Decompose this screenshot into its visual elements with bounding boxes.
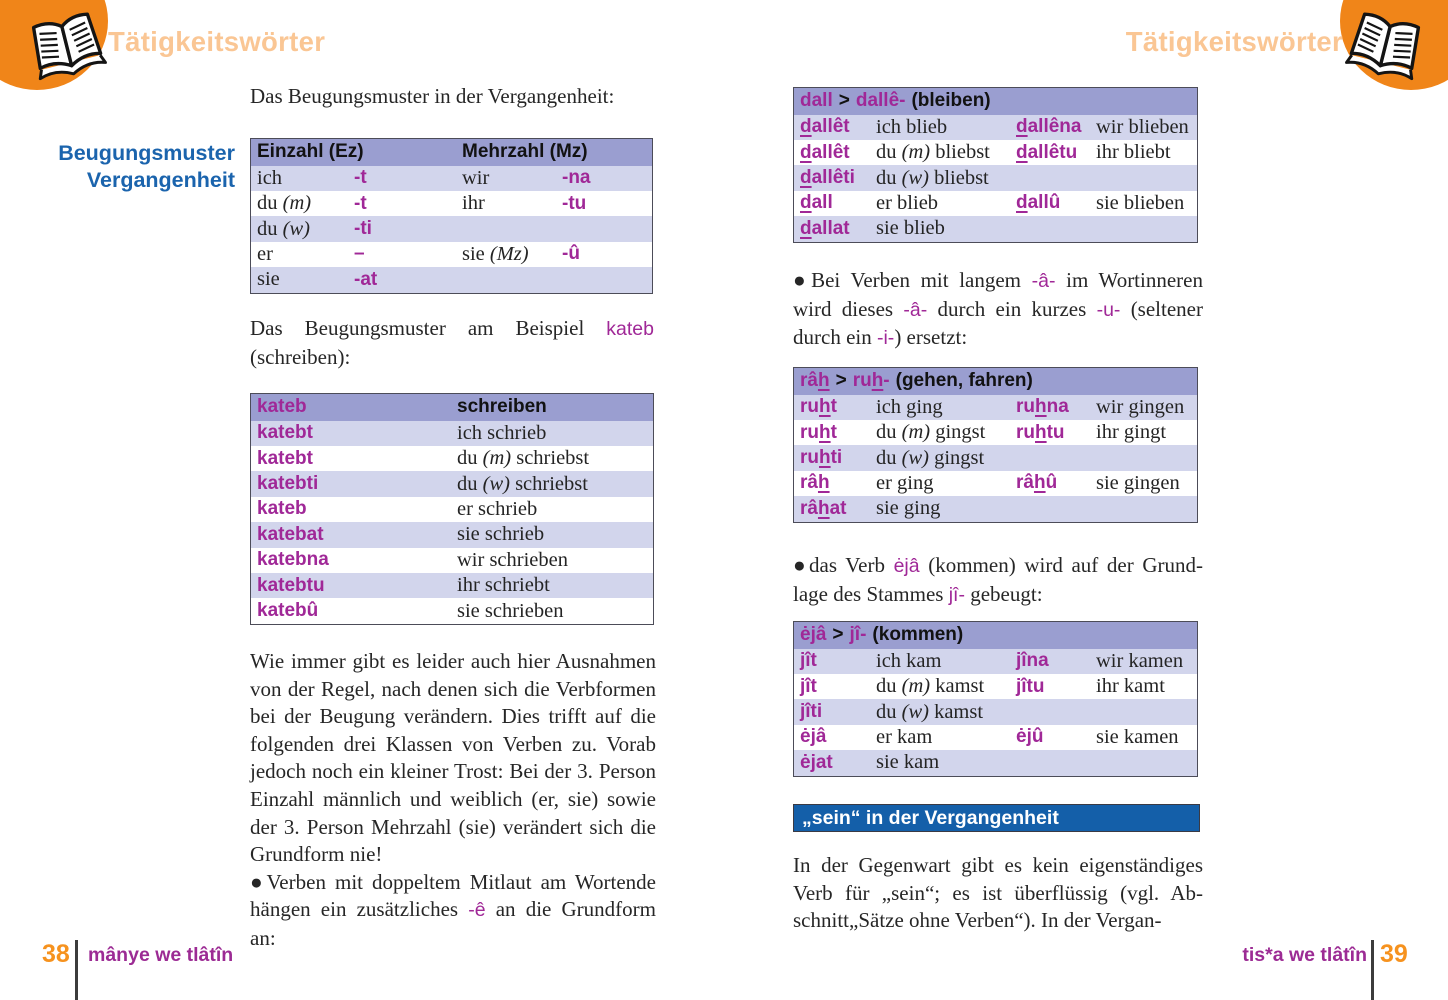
gloss: sie kam <box>876 751 940 774</box>
gloss: wir kamen <box>1096 649 1184 672</box>
verb-form: râhû <box>1016 472 1058 494</box>
gloss: sie ging <box>876 497 941 520</box>
example-intro <box>250 315 654 371</box>
pronoun: sie <box>257 268 280 291</box>
verb-form: kateb <box>257 498 307 520</box>
vowel-term: -â- <box>1031 270 1056 292</box>
table-row <box>251 216 652 241</box>
gloss-header: schreiben <box>457 396 547 418</box>
column-header: Einzahl (Ez) <box>257 141 364 163</box>
section-heading-bar: „sein“ in der Vergangenheit <box>793 804 1200 832</box>
verb-form: râhat <box>800 497 847 519</box>
table-row <box>251 421 653 446</box>
rah-conjugation-table <box>793 367 1198 523</box>
table-row <box>794 165 1197 190</box>
bullet-text: (seltener durch ein <box>793 296 1203 350</box>
pronoun: ihr <box>462 192 485 215</box>
bullet-text: ●Verben mit doppeltem Mitlaut am Wortende hängen ein zusätzliches <box>250 869 656 922</box>
table-row <box>251 573 653 598</box>
table-header-row <box>794 622 1197 649</box>
arrow: > <box>832 624 844 646</box>
suffix: -tu <box>562 192 587 214</box>
arrow: > <box>835 370 847 392</box>
gloss: sie kamen <box>1096 725 1179 748</box>
sein-paragraph: In der Gegenwart gibt es kein eigenständiges Verb für „sein“; es ist überflüssig (vgl. Abschnitt„Sätze ohne Verben“). In der Vergan- <box>793 853 1203 933</box>
verb-form: jîti <box>800 701 823 723</box>
verb-form: ruhti <box>800 447 843 469</box>
footer-divider-right <box>1371 940 1374 1000</box>
verb-form: ruht <box>800 396 837 418</box>
suffix: – <box>354 243 365 265</box>
gloss: sie schrieb <box>457 523 545 546</box>
verb-form: dallêna <box>1016 116 1082 138</box>
margin-label <box>30 140 235 194</box>
suffix-term: -ê <box>468 899 486 922</box>
table-header-row <box>794 88 1197 115</box>
pronoun: du (w) <box>257 217 310 240</box>
gloss: du (w) bliebst <box>876 166 989 189</box>
verb-form: ėjat <box>800 751 833 773</box>
suffix: -û <box>562 243 580 265</box>
verb-form: katebna <box>257 549 329 571</box>
verb-form: râh <box>800 472 830 494</box>
gloss: du (w) gingst <box>876 446 985 469</box>
column-header: Mehrzahl (Mz) <box>462 141 588 163</box>
example-intro-line2: (schreiben): <box>250 344 351 369</box>
body-text-left <box>250 648 656 953</box>
table-row <box>794 395 1197 420</box>
table-row <box>794 649 1197 674</box>
margin-label-line1: Beugungsmuster <box>58 141 235 165</box>
bullet-text: im Wortinneren wird dieses <box>793 268 1203 321</box>
gloss: du (w) kamst <box>876 700 984 723</box>
pronoun: wir <box>462 166 490 189</box>
gloss: er kam <box>876 725 933 748</box>
pronoun: sie (Mz) <box>462 242 529 265</box>
gloss: er schrieb <box>457 497 538 520</box>
verb-form: ruhtu <box>1016 421 1065 443</box>
table-row <box>794 115 1197 140</box>
verb-form: jît <box>800 650 817 672</box>
verb-form: katebtu <box>257 574 325 596</box>
bullet-text: (kommen) wird auf der Grundlage des Stammes <box>793 553 1203 606</box>
table-row <box>794 471 1197 496</box>
pronoun: ich <box>257 166 283 189</box>
bullet-text: an die Grundform an: <box>250 897 656 950</box>
chapter-title-left: Tätigkeitswörter <box>108 26 326 57</box>
table-row <box>794 750 1197 775</box>
verb-term: ėjâ <box>893 555 920 577</box>
bullet-eja <box>793 552 1203 609</box>
verb-term: kateb <box>606 318 654 340</box>
verb-stem: jî- <box>849 624 867 646</box>
table-row <box>251 267 652 292</box>
verb-form: dallêtu <box>1016 141 1078 163</box>
verb-form: katebat <box>257 523 324 545</box>
suffix: -ti <box>354 218 372 240</box>
page-number-right: 39 <box>1380 940 1408 968</box>
table-header-row <box>794 368 1197 395</box>
bullet-paragraph <box>250 869 656 953</box>
table-row <box>794 725 1197 750</box>
gloss-header: (kommen) <box>872 624 964 646</box>
gloss: du (m) bliebst <box>876 141 990 164</box>
verb-form: jît <box>800 675 817 697</box>
footer-divider-left <box>75 940 78 1000</box>
example-intro-line1 <box>250 315 654 344</box>
margin-label-line2: Vergangenheit <box>86 168 235 192</box>
verb-form: dallêti <box>800 167 855 189</box>
bullet-text: ●das Verb <box>793 553 894 577</box>
table-row <box>794 420 1197 445</box>
table-row <box>251 471 653 496</box>
verb-form: râh <box>800 370 830 392</box>
verb-form: dall <box>800 192 833 214</box>
vowel-term: -i- <box>876 327 895 350</box>
intro-text: Das Beugungsmuster am Beispiel <box>250 316 607 340</box>
gloss: wir blieben <box>1096 115 1189 138</box>
verb-form: dallêt <box>800 116 850 138</box>
bullet-text: ) ersetzt: <box>894 325 968 350</box>
verb-form: katebti <box>257 473 319 495</box>
table-row <box>251 242 652 267</box>
verb-form: ruht <box>800 421 837 443</box>
gloss: er blieb <box>876 191 939 214</box>
verb-form: ėjâ <box>800 624 827 646</box>
suffix: -t <box>354 192 367 214</box>
chapter-title-right: Tätigkeitswörter <box>1125 26 1343 57</box>
verb-form: dallû <box>1016 192 1061 214</box>
gloss: er ging <box>876 471 934 494</box>
verb-form: dallêt <box>800 141 850 163</box>
verb-form: kateb <box>257 396 307 418</box>
table-header-row <box>251 394 653 421</box>
table-row <box>251 191 652 216</box>
open-book-icon <box>1342 12 1426 90</box>
verb-stem: dallê- <box>855 90 906 112</box>
gloss: du (m) kamst <box>876 675 985 698</box>
intro-paragraph: Das Beugungsmuster in der Vergangenheit: <box>250 84 615 108</box>
verb-form: ruhna <box>1016 396 1069 418</box>
exceptions-paragraph: Wie immer gibt es leider auch hier Ausnahmen von der Regel, nach denen sich die Verbformen bei der Beugung verändern. Dies trifft auf die folgenden drei Klassen von Verben zu. Vorab jedoch noch ein kleiner Trost: Bei der 3. Person Einzahl männlich und weiblich (er, sie) sowie der 3. Person Mehrzahl (sie) verändert sich die Grundform nie! <box>250 649 656 867</box>
gloss-header: (gehen, fahren) <box>895 370 1033 392</box>
gloss: ich blieb <box>876 115 948 138</box>
suffix: -at <box>354 268 378 290</box>
table-row <box>794 191 1197 216</box>
gloss: du (w) schriebst <box>457 472 588 495</box>
verb-form: katebt <box>257 447 313 469</box>
gloss: ich schrieb <box>457 421 547 444</box>
pronoun: er <box>257 242 273 265</box>
gloss: ich ging <box>876 395 943 418</box>
table-row <box>251 522 653 547</box>
verb-form: jîtu <box>1016 675 1045 697</box>
gloss: sie gingen <box>1096 471 1180 494</box>
page-number-left: 38 <box>42 940 70 968</box>
verb-form: katebû <box>257 600 319 622</box>
open-book-icon <box>26 12 110 90</box>
table-row <box>794 699 1197 724</box>
gloss: sie blieben <box>1096 191 1185 214</box>
footer-label-right: tis*a we tlâtîn <box>1242 944 1367 966</box>
suffix: -t <box>354 167 367 189</box>
vowel-term: -u- <box>1096 298 1121 321</box>
gloss: ihr gingt <box>1096 421 1167 444</box>
stem-term: jî- <box>948 583 965 606</box>
suffix: -na <box>562 167 591 189</box>
table-row <box>251 548 653 573</box>
footer-label-left: mânye we tlâtîn <box>88 944 234 966</box>
table-row <box>794 674 1197 699</box>
gloss: ich kam <box>876 649 942 672</box>
vowel-term: -â- <box>903 298 928 321</box>
gloss-header: (bleiben) <box>911 90 991 112</box>
table-row <box>251 166 652 191</box>
table-row <box>794 445 1197 470</box>
table-row <box>251 446 653 471</box>
gloss: ihr schriebt <box>457 574 550 597</box>
gloss: wir gingen <box>1096 395 1185 418</box>
gloss: ihr bliebt <box>1096 141 1171 164</box>
verb-form: ėjâ <box>800 726 827 748</box>
gloss: ihr kamt <box>1096 675 1165 698</box>
bullet-text: durch ein kurzes <box>927 296 1097 321</box>
gloss: sie blieb <box>876 217 945 240</box>
gloss: wir schrieben <box>457 548 568 571</box>
verb-form: dall <box>800 90 833 112</box>
eja-conjugation-table <box>793 621 1198 777</box>
table-row <box>794 140 1197 165</box>
arrow: > <box>838 90 850 112</box>
bullet-text: ●Bei Verben mit langem <box>793 268 1032 292</box>
past-pattern-table <box>250 138 653 294</box>
table-row <box>251 598 653 623</box>
bullet-text: gebeugt: <box>964 581 1043 606</box>
table-row <box>251 497 653 522</box>
table-row <box>794 216 1197 241</box>
gloss: du (m) gingst <box>876 421 986 444</box>
table-row <box>794 496 1197 521</box>
verb-form: jîna <box>1016 650 1049 672</box>
verb-form: katebt <box>257 422 313 444</box>
table-header-row <box>251 139 652 166</box>
pronoun: du (m) <box>257 192 312 215</box>
dall-conjugation-table <box>793 87 1198 243</box>
gloss: sie schrieben <box>457 599 564 622</box>
verb-form: dallat <box>800 217 850 239</box>
kateb-conjugation-table <box>250 393 654 625</box>
verb-stem: ruh- <box>852 370 890 392</box>
bullet-long-a <box>793 267 1203 353</box>
verb-form: ėjû <box>1016 726 1044 748</box>
gloss: du (m) schriebst <box>457 447 590 470</box>
